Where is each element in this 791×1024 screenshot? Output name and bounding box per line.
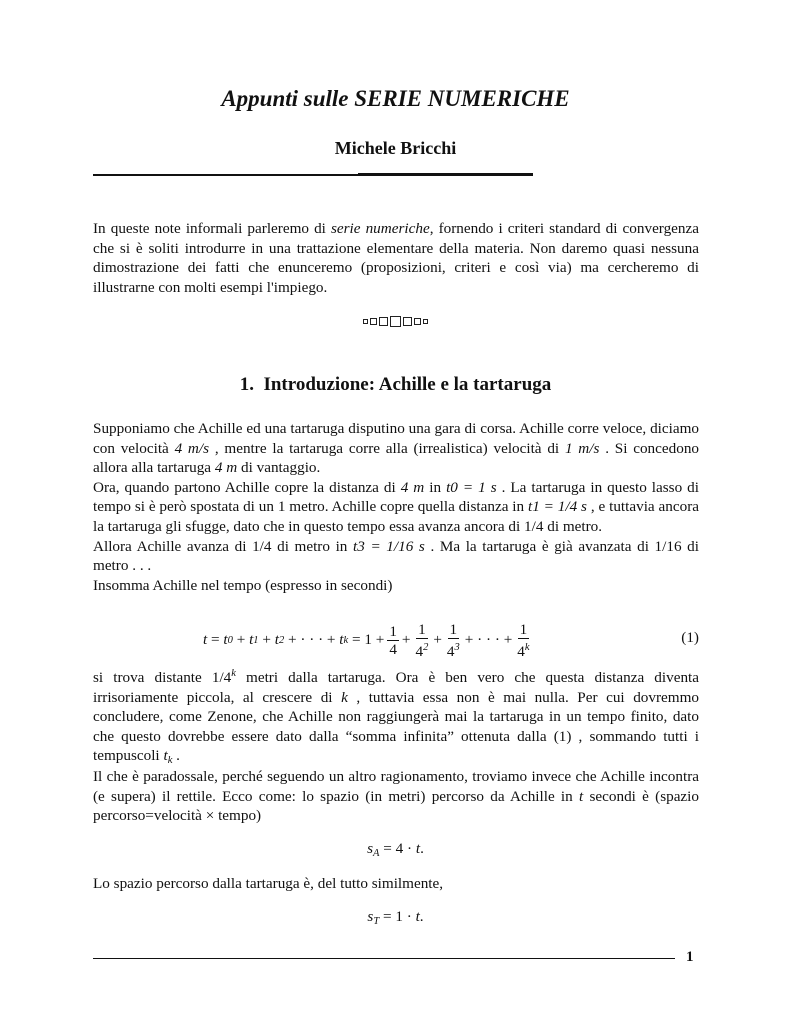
title-rule-thin [93,174,358,176]
reasoning-paragraph: Il che è paradossale, perché seguendo un altro ragionamento, troviamo invece che Achille incontra (e supera) il rettile. Ecco come: lo spazio (in metri) percorso da Achille in t secondi è (spazio percorso=velocità × tempo) [93,768,699,825]
page-number: 1 [686,949,694,965]
section-ornament [0,314,791,327]
intro-paragraphs: Supponiamo che Achille ed una tartaruga disputino una gara di corsa. Achille corre veloce, diciamo con velocità 4 m/s , mentre la tartaruga corre alla (irrealistica) velocità di 1 m/s . Si concedono allora alla tartaruga 4 m di vantaggio. Ora, quando partono Achille copre la distanza di 4 m in t0 = 1 s . La tartaruga in questo lasso di tempo si è però spostata di un 1 metro. Achille copre quella distanza in t1 = 1/4 s , e tuttavia ancora la tartaruga gli sfugge, dato che in questo tempo essa avanza ancora di 1/4 di metro. Allora Achille avanza di 1/4 di metro in t3 = 1/16 s . Ma la tartaruga è già avanzata di 1/16 di metro . . . Insomma Achille nel tempo (espresso in secondi) [93,420,700,594]
abstract: In queste note informali parleremo di serie numeriche, fornendo i criteri standard di convergenza che si è soliti introdurre in una trattazione elementare della materia. Non daremo quasi nessuna dimostrazione dei fatti che enunceremo (proposizioni, criteri e così via) ma cercheremo di illustrarne con molti esempi l'impiego. [93,220,700,296]
document-title: Appunti sulle SERIE NUMERICHE [221,86,570,111]
author-name: Michele Bricchi [334,138,457,158]
section-heading: 1. Introduzione: Achille e la tartaruga [239,374,552,395]
title-rule-thick [358,173,533,176]
equation-1: t = t 0 + t 1 + t 2 + · · · + t k = 1 + $\frac{1}{4}$ + $\frac{1}{4^2}$ + $\frac{1}{4^3}$ + · · · + $\frac{1}{4^k}$ (1) [203,620,699,660]
equation-sA: $s_A = 4 \cdot t$. [367,840,424,859]
equation-sT: $s_T = 1 \cdot t$. [367,908,424,927]
paradox-paragraph: si trova distante 1/4$^k$ metri dalla tartaruga. Ora è ben vero che questa distanza diventa irrisoriamente piccola, al crescere di k , tuttavia essa non è mai nulla. Per cui dovremmo concludere, come Zenone, che Achille non raggiungerà mai la tartaruga in un tempo finito, dato che questo dovrebbe essere dato dalla “somma infinita” ottenuta dalla (1) , sommando tutti i tempuscoli $t_k$ . [93,668,699,767]
turtle-paragraph: Lo spazio percorso dalla tartaruga è, del tutto similmente, [93,875,444,892]
equation-number: (1) [681,629,699,646]
abstract-emphasis: serie numeriche [330,220,430,237]
footer-rule [93,958,675,959]
